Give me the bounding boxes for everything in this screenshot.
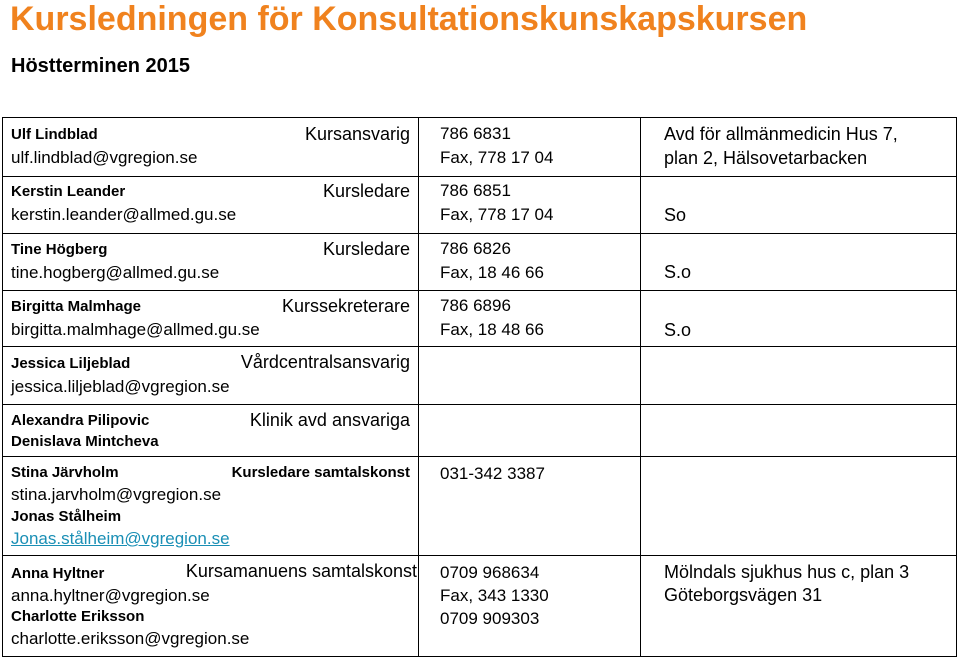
contact-role: Kursledare samtalskonst — [231, 464, 410, 481]
contact-phone: 786 6851 — [440, 181, 511, 200]
contact-phone: 0709 909303 — [440, 609, 540, 628]
contact-fax: Fax, 18 46 66 — [440, 263, 544, 282]
contact-fax: Fax, 343 1330 — [440, 586, 549, 605]
contact-address: Mölndals sjukhus hus c, plan 3 — [664, 562, 910, 582]
contact-email[interactable]: ulf.lindblad@vgregion.se — [11, 148, 198, 167]
contact-phone: 786 6831 — [440, 124, 511, 143]
contact-name: Birgitta Malmhage — [11, 298, 142, 315]
contact-name: Denislava Mintcheva — [11, 433, 159, 450]
row-divider — [2, 456, 957, 457]
row-divider — [2, 555, 957, 556]
contact-email[interactable]: tine.hogberg@allmed.gu.se — [11, 263, 220, 282]
contact-fax: Fax, 778 17 04 — [440, 205, 554, 224]
contact-address: plan 2, Hälsovetarbacken — [664, 148, 868, 168]
row-divider — [2, 290, 957, 291]
contact-phone: 786 6896 — [440, 296, 511, 315]
column-divider — [640, 117, 641, 657]
contact-fax: Fax, 18 48 66 — [440, 320, 544, 339]
contact-name: Stina Järvholm — [11, 464, 119, 481]
row-divider — [2, 404, 957, 405]
contact-address: So — [664, 205, 687, 225]
contact-email[interactable]: anna.hyltner@vgregion.se — [11, 586, 210, 605]
contact-role: Klinik avd ansvariga — [249, 410, 410, 430]
contact-email-link[interactable]: Jonas.stålheim@vgregion.se — [11, 529, 230, 548]
contact-name: Alexandra Pilipovic — [11, 412, 150, 429]
contact-name: Anna Hyltner — [11, 565, 105, 582]
contact-name: Ulf Lindblad — [11, 126, 98, 143]
contact-email[interactable]: jessica.liljeblad@vgregion.se — [11, 377, 230, 396]
row-divider — [2, 176, 957, 177]
contact-phone: 786 6826 — [440, 239, 511, 258]
contact-email[interactable]: charlotte.eriksson@vgregion.se — [11, 629, 250, 648]
contact-name: Tine Högberg — [11, 241, 108, 258]
contact-name: Charlotte Eriksson — [11, 608, 145, 625]
contact-address: S.o — [664, 320, 692, 340]
contact-email[interactable]: kerstin.leander@allmed.gu.se — [11, 205, 237, 224]
page-title: Kursledningen för Konsultationskunskapskursen — [10, 0, 808, 38]
contact-name: Jonas Stålheim — [11, 508, 122, 525]
contact-address: Göteborgsvägen 31 — [664, 585, 823, 605]
contact-phone: 031-342 3387 — [440, 464, 545, 483]
contact-phone: 0709 968634 — [440, 563, 540, 582]
contact-name: Jessica Liljeblad — [11, 355, 131, 372]
contact-role: Kursledare — [322, 181, 410, 201]
row-divider — [2, 346, 957, 347]
contact-role: Vårdcentralsansvarig — [240, 352, 410, 372]
contact-role: Kurssekreterare — [281, 296, 410, 316]
contact-email[interactable]: birgitta.malmhage@allmed.gu.se — [11, 320, 260, 339]
contact-name: Kerstin Leander — [11, 183, 126, 200]
page-subtitle: Höstterminen 2015 — [11, 55, 190, 77]
contact-address: Avd för allmänmedicin Hus 7, — [664, 124, 898, 144]
contact-role: Kursledare — [322, 239, 410, 259]
contact-fax: Fax, 778 17 04 — [440, 148, 554, 167]
column-divider — [418, 117, 419, 657]
contact-email[interactable]: stina.jarvholm@vgregion.se — [11, 485, 222, 504]
contact-role: Kursansvarig — [304, 124, 410, 144]
contact-address: S.o — [664, 262, 692, 282]
row-divider — [2, 233, 957, 234]
contact-role: Kursamanuens samtalskonst — [185, 561, 417, 581]
